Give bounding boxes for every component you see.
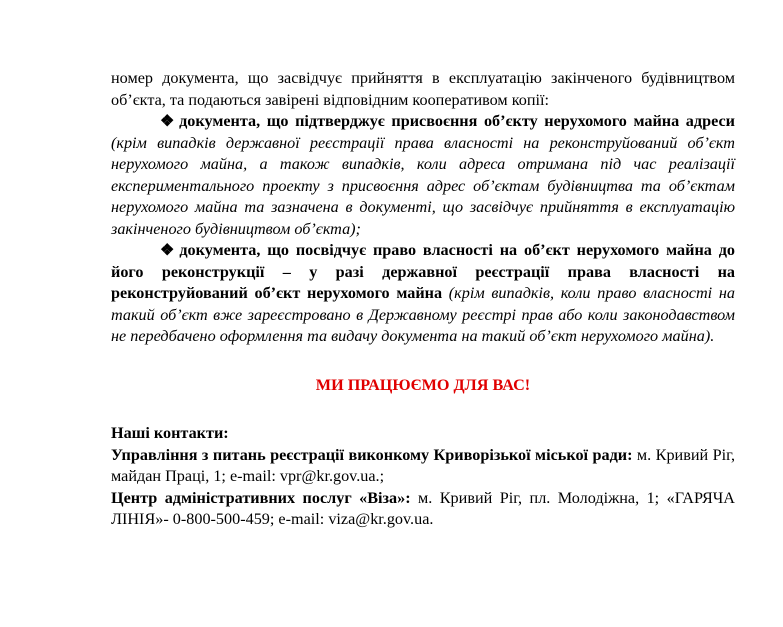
contact-org-details: м. Кривий Ріг, майдан Праці, 1; e-mail: vpr@kr.gov.ua.; bbox=[111, 445, 735, 485]
diamond-bullet-icon: ❖ bbox=[160, 112, 178, 130]
paragraph-intro: номер документа, що засвідчує прийняття в експлуатацію закінченого будівництвом об’єкта, та подаються завірені відповідним кооперативом копії: bbox=[111, 69, 735, 109]
item-bold-text: документа, що посвідчує право власності на об’єкт нерухомого майна до його реконструкції – у разі державної реєстрації права власності на реконструйований об’єкт нерухомого майна bbox=[111, 241, 735, 302]
slogan-heading: МИ ПРАЦЮЄМО ДЛЯ ВАС! bbox=[315, 375, 531, 394]
contact-registration-office bbox=[111, 445, 735, 488]
contact-org-name: Управління з питань реєстрації виконкому Криворізької міської ради: bbox=[111, 445, 633, 464]
list-item-address-document bbox=[111, 111, 735, 240]
document-body bbox=[111, 68, 735, 531]
item-italic-text: (крім випадків, коли право власності на такий об’єкт вже зареєстровано в Державному реєстрі прав або коли законодавством не передбачено оформлення та видачу документа на такий об’єкт нерухомого майна). bbox=[111, 284, 735, 345]
contact-org-name: Центр адміністративних послуг «Віза»: bbox=[111, 488, 411, 507]
contacts-heading: Наші контакти: bbox=[111, 424, 229, 442]
list-item-ownership-document bbox=[111, 240, 735, 348]
contact-visa-center bbox=[111, 488, 735, 531]
diamond-bullet-icon: ❖ bbox=[160, 241, 178, 259]
contact-org-details: м. Кривий Ріг, пл. Молодіжна, 1; «ГАРЯЧА ЛІНІЯ»- 0-800-500-459; e-mail: viza@kr.gov.ua. bbox=[111, 488, 735, 528]
item-bold-text: документа, що підтверджує присвоєння об’єкту нерухомого майна адреси bbox=[179, 112, 735, 130]
item-italic-text: (крім випадків державної реєстрації права власності на реконструйований об’єкт нерухомого майна, а також випадків, коли адреса отримана під час реалізації експериментального проекту з присвоєння адрес об’єктам будівництва та об’єктам нерухомого майна та зазначена в документі, що засвідчує прийняття в експлуатацію закінченого будівництвом об’єкта); bbox=[111, 133, 735, 238]
